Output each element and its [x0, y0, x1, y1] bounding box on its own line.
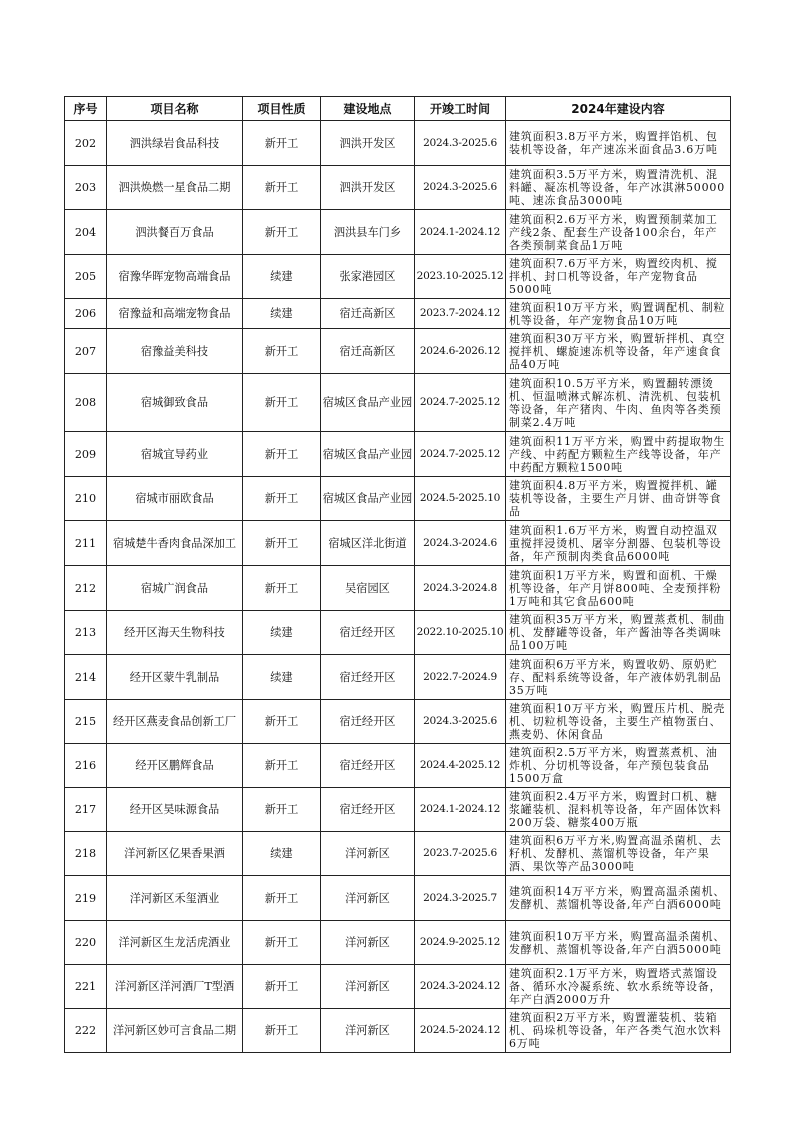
table-row: [65, 166, 731, 210]
row-location: 宿迁经开区: [321, 611, 415, 655]
row-period: 2024.1-2024.12: [415, 210, 506, 255]
table-row: [65, 788, 731, 832]
row-location: 洋河新区: [321, 832, 415, 876]
row-project-type: 新开工: [243, 965, 321, 1009]
row-project-name: 经开区海天生物科技: [107, 611, 243, 655]
row-project-type: 新开工: [243, 374, 321, 432]
project-table-sheet: [64, 96, 731, 1053]
header-location: 建设地点: [321, 97, 415, 121]
table-row: [65, 1009, 731, 1053]
row-no: 219: [65, 876, 107, 921]
row-content: 建筑面积6万平方米，购置收奶、原奶贮存、配料系统等设备，年产液体奶乳制品35万吨: [506, 655, 731, 700]
row-content: 建筑面积30万平方米，购置斩拌机、真空搅拌机、螺旋速冻机等设备，年产速食食品40万吨: [506, 329, 731, 374]
row-project-name: 经开区昊味源食品: [107, 788, 243, 832]
row-location: 泗洪开发区: [321, 121, 415, 166]
row-period: 2024.3-2024.12: [415, 965, 506, 1009]
row-no: 213: [65, 611, 107, 655]
row-no: 209: [65, 432, 107, 477]
row-project-name: 宿豫华晖宠物高端食品: [107, 255, 243, 299]
row-project-name: 泗洪焕燃一星食品二期: [107, 166, 243, 210]
row-location: 宿迁高新区: [321, 329, 415, 374]
header-project-type: 项目性质: [243, 97, 321, 121]
row-location: 洋河新区: [321, 876, 415, 921]
row-content: 建筑面积10万平方米，购置调配机、制粒机等设备，年产宠物食品10万吨: [506, 299, 731, 329]
row-period: 2024.3-2024.8: [415, 566, 506, 611]
table-row: [65, 329, 731, 374]
row-project-type: 续建: [243, 611, 321, 655]
row-project-type: 新开工: [243, 921, 321, 965]
row-project-name: 泗洪绿岩食品科技: [107, 121, 243, 166]
table-row: [65, 700, 731, 744]
row-project-name: 洋河新区妙可言食品二期: [107, 1009, 243, 1053]
row-project-name: 经开区蒙牛乳制品: [107, 655, 243, 700]
row-no: 207: [65, 329, 107, 374]
row-no: 205: [65, 255, 107, 299]
row-no: 204: [65, 210, 107, 255]
row-project-name: 宿豫益和高端宠物食品: [107, 299, 243, 329]
row-no: 217: [65, 788, 107, 832]
row-no: 210: [65, 477, 107, 521]
row-project-type: 新开工: [243, 521, 321, 566]
table-row: [65, 477, 731, 521]
table-row: [65, 876, 731, 921]
table-row: [65, 521, 731, 566]
row-content: 建筑面积2.4万平方米，购置封口机、糖浆罐装机、混料机等设备，年产固体饮料200万袋、糖浆400万瓶: [506, 788, 731, 832]
row-project-type: 新开工: [243, 566, 321, 611]
table-row: [65, 566, 731, 611]
row-project-name: 宿城市丽欧食品: [107, 477, 243, 521]
row-content: 建筑面积7.6万平方米，购置绞肉机、搅拌机、封口机等设备，年产宠物食品5000吨: [506, 255, 731, 299]
row-no: 221: [65, 965, 107, 1009]
row-no: 216: [65, 744, 107, 788]
table-row: [65, 299, 731, 329]
row-content: 建筑面积11万平方米，购置中药提取物生产线、中药配方颗粒生产线等设备，年产中药配方颗粒1500吨: [506, 432, 731, 477]
row-project-type: 新开工: [243, 876, 321, 921]
row-project-type: 新开工: [243, 1009, 321, 1053]
table-row: [65, 210, 731, 255]
row-project-name: 宿豫益美科技: [107, 329, 243, 374]
row-project-type: 续建: [243, 255, 321, 299]
row-location: 宿城区食品产业园: [321, 477, 415, 521]
row-period: 2024.3-2024.6: [415, 521, 506, 566]
row-no: 218: [65, 832, 107, 876]
row-content: 建筑面积10万平方米，购置高温杀菌机、发酵机、蒸馏机等设备,年产白酒5000吨: [506, 921, 731, 965]
table-row: [65, 655, 731, 700]
row-location: 张家港园区: [321, 255, 415, 299]
table-row: [65, 744, 731, 788]
row-no: 222: [65, 1009, 107, 1053]
row-no: 215: [65, 700, 107, 744]
row-no: 206: [65, 299, 107, 329]
row-project-name: 洋河新区洋河酒厂T型酒: [107, 965, 243, 1009]
row-project-name: 经开区鹏辉食品: [107, 744, 243, 788]
table-row: [65, 921, 731, 965]
row-period: 2023.7-2024.12: [415, 299, 506, 329]
row-location: 宿城区食品产业园: [321, 374, 415, 432]
row-period: 2024.3-2025.6: [415, 121, 506, 166]
row-no: 211: [65, 521, 107, 566]
row-project-name: 洋河新区亿果香果酒: [107, 832, 243, 876]
table-row: [65, 965, 731, 1009]
row-project-name: 宿城御致食品: [107, 374, 243, 432]
table-row: [65, 832, 731, 876]
row-location: 宿迁高新区: [321, 299, 415, 329]
row-project-name: 宿城楚牛香肉食品深加工: [107, 521, 243, 566]
row-project-name: 经开区燕麦食品创新工厂: [107, 700, 243, 744]
row-location: 宿迁经开区: [321, 788, 415, 832]
row-location: 宿城区食品产业园: [321, 432, 415, 477]
row-period: 2024.9-2025.12: [415, 921, 506, 965]
row-period: 2024.4-2025.12: [415, 744, 506, 788]
row-content: 建筑面积3.5万平方米，购置清洗机、混料罐、凝冻机等设备，年产冰淇淋50000吨、速冻食品3000吨: [506, 166, 731, 210]
row-period: 2022.10-2025.10: [415, 611, 506, 655]
row-period: 2024.5-2024.12: [415, 1009, 506, 1053]
row-content: 建筑面积2.1万平方米，购置塔式蒸馏设备、循环水冷凝系统、软水系统等设备，年产白酒2000万升: [506, 965, 731, 1009]
row-location: 泗洪县车门乡: [321, 210, 415, 255]
row-period: 2024.1-2024.12: [415, 788, 506, 832]
row-period: 2024.3-2025.7: [415, 876, 506, 921]
row-project-type: 新开工: [243, 210, 321, 255]
row-content: 建筑面积6万平方米,购置高温杀菌机、去籽机、发酵机、蒸馏机等设备，年产果酒、果饮等产品3000吨: [506, 832, 731, 876]
row-content: 建筑面积14万平方米，购置高温杀菌机、发酵机、蒸馏机等设备,年产白酒6000吨: [506, 876, 731, 921]
row-project-type: 新开工: [243, 166, 321, 210]
row-content: 建筑面积35万平方米，购置蒸煮机、制曲机、发酵罐等设备，年产酱油等各类调味品100万吨: [506, 611, 731, 655]
table-row: [65, 255, 731, 299]
row-period: 2024.7-2025.12: [415, 374, 506, 432]
row-project-type: 新开工: [243, 744, 321, 788]
row-location: 洋河新区: [321, 965, 415, 1009]
row-content: 建筑面积1.6万平方米，购置自动控温双重搅拌浸烫机、屠宰分割器、包装机等设备，年产预制肉类食品6000吨: [506, 521, 731, 566]
row-project-type: 新开工: [243, 432, 321, 477]
row-location: 宿迁经开区: [321, 655, 415, 700]
row-project-type: 新开工: [243, 329, 321, 374]
table-row: [65, 121, 731, 166]
row-project-name: 泗洪餐百万食品: [107, 210, 243, 255]
header-no: 序号: [65, 97, 107, 121]
row-project-type: 续建: [243, 832, 321, 876]
row-project-type: 续建: [243, 299, 321, 329]
row-content: 建筑面积2.6万平方米，购置预制菜加工产线2条、配套生产设备100余台，年产各类预制菜食品1万吨: [506, 210, 731, 255]
row-content: 建筑面积10.5万平方米，购置翻转漂烫机、恒温喷淋式解冻机、清洗机、包装机等设备，年产猪肉、牛肉、鱼肉等各类预制菜2.4万吨: [506, 374, 731, 432]
row-location: 洋河新区: [321, 1009, 415, 1053]
row-period: 2024.6-2026.12: [415, 329, 506, 374]
table-header-row: [65, 97, 731, 121]
row-period: 2024.7-2025.12: [415, 432, 506, 477]
table-row: [65, 611, 731, 655]
row-no: 220: [65, 921, 107, 965]
row-project-type: 续建: [243, 655, 321, 700]
row-period: 2024.3-2025.6: [415, 700, 506, 744]
row-project-name: 宿城宜导药业: [107, 432, 243, 477]
row-content: 建筑面积2.5万平方米，购置蒸煮机、油炸机、分切机等设备，年产预包装食品1500万盒: [506, 744, 731, 788]
row-no: 208: [65, 374, 107, 432]
row-location: 洋河新区: [321, 921, 415, 965]
row-location: 泗洪开发区: [321, 166, 415, 210]
row-project-name: 宿城广润食品: [107, 566, 243, 611]
row-content: 建筑面积1万平方米，购置和面机、干燥机等设备，年产月饼800吨、全麦预拌粉1万吨和其它食品600吨: [506, 566, 731, 611]
header-content: 2024年建设内容: [506, 97, 731, 121]
row-project-type: 新开工: [243, 121, 321, 166]
row-period: 2024.5-2025.10: [415, 477, 506, 521]
row-project-type: 新开工: [243, 477, 321, 521]
row-location: 宿城区洋北街道: [321, 521, 415, 566]
row-project-type: 新开工: [243, 788, 321, 832]
row-no: 214: [65, 655, 107, 700]
row-location: 宿迁经开区: [321, 744, 415, 788]
row-period: 2023.10-2025.12: [415, 255, 506, 299]
row-location: 吴宿园区: [321, 566, 415, 611]
row-content: 建筑面积2万平方米，购置灌装机、装箱机、码垛机等设备，年产各类气泡水饮料6万吨: [506, 1009, 731, 1053]
row-no: 202: [65, 121, 107, 166]
row-project-name: 洋河新区禾玺酒业: [107, 876, 243, 921]
row-content: 建筑面积4.8万平方米，购置搅拌机、罐装机等设备，主要生产月饼、曲奇饼等食品: [506, 477, 731, 521]
header-project-name: 项目名称: [107, 97, 243, 121]
row-project-type: 新开工: [243, 700, 321, 744]
row-no: 212: [65, 566, 107, 611]
row-period: 2022.7-2024.9: [415, 655, 506, 700]
row-content: 建筑面积10万平方米，购置压片机、脱壳机、切粒机等设备，主要生产植物蛋白、燕麦奶、休闲食品: [506, 700, 731, 744]
row-location: 宿迁经开区: [321, 700, 415, 744]
row-content: 建筑面积3.8万平方米，购置拌馅机、包装机等设备，年产速冻米面食品3.6万吨: [506, 121, 731, 166]
row-period: 2024.3-2025.6: [415, 166, 506, 210]
row-no: 203: [65, 166, 107, 210]
project-table: [64, 96, 731, 1053]
row-project-name: 洋河新区生龙活虎酒业: [107, 921, 243, 965]
header-period: 开竣工时间: [415, 97, 506, 121]
table-row: [65, 432, 731, 477]
row-period: 2023.7-2025.6: [415, 832, 506, 876]
table-row: [65, 374, 731, 432]
